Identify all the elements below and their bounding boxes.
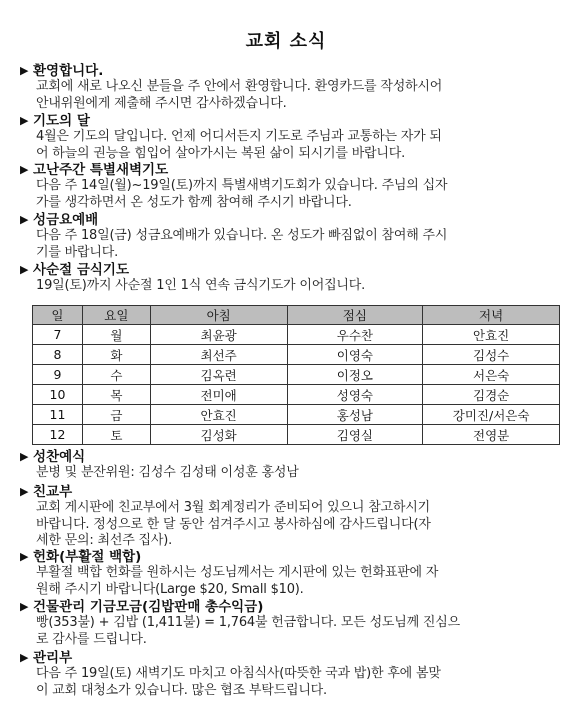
section-lent-fasting: [20, 262, 560, 295]
triangle-bullet-icon: ▶: [20, 550, 29, 563]
table-cell: 월: [82, 325, 150, 345]
table-row: [33, 385, 560, 405]
table-cell: 전영분: [423, 425, 560, 445]
section-text: 원해 주시기 바랍니다(Large $20, Small $10).: [36, 581, 304, 597]
section-heading: 사순절 금식기도: [33, 262, 129, 278]
table-row: [33, 345, 560, 365]
section-text: 세한 문의: 최선주 집사).: [36, 533, 173, 548]
table-header-row: [33, 306, 560, 325]
section-text: 4월은 기도의 달입니다. 언제 어디서든지 기도로 주님과 교통하는 자가 되: [36, 129, 442, 144]
table-cell: 이영숙: [287, 345, 423, 365]
triangle-bullet-icon: ▶: [20, 600, 29, 613]
page-title: 교회 소식: [245, 31, 327, 52]
table-cell: 김성수: [423, 345, 560, 365]
section-text: 기를 바랍니다.: [36, 244, 119, 260]
table-cell: 9: [33, 365, 83, 385]
section-heading: 환영합니다.: [33, 63, 104, 79]
section-text: 교회 게시판에 친교부에서 3월 회계정리가 준비되어 있으니 참고하시기: [36, 500, 430, 515]
section-text: 바랍니다. 정성으로 한 달 동안 섬겨주시고 봉사하심에 감사드립니다(자: [36, 516, 431, 532]
triangle-bullet-icon: ▶: [20, 163, 29, 176]
section-text: 안내위원에게 제출해 주시면 감사하겠습니다.: [36, 95, 287, 111]
table-cell: 김성화: [150, 425, 287, 445]
section-heading: 성금요예배: [33, 212, 99, 228]
table-cell: 우수찬: [287, 325, 423, 345]
section-text: 19일(토)까지 사순절 1인 1식 연속 금식기도가 이어집니다.: [36, 278, 366, 293]
section-text: 다음 주 14일(월)~19일(토)까지 특별새벽기도회가 있습니다. 주님의 십자: [36, 178, 448, 193]
section-heading: 친교부: [33, 484, 73, 500]
triangle-bullet-icon: ▶: [20, 213, 29, 226]
triangle-bullet-icon: ▶: [20, 64, 29, 77]
section-heading: 관리부: [33, 650, 73, 666]
table-cell: 12: [33, 425, 83, 445]
column-header-dinner: 저녁: [423, 306, 560, 325]
column-header-lunch: 점심: [287, 306, 423, 325]
section-text: 어 하늘의 권능을 힘입어 살아가시는 복된 삶이 되시기를 바랍니다.: [36, 145, 406, 161]
section-facilities: [20, 650, 560, 699]
section-heading: 성찬예식: [33, 449, 86, 465]
triangle-bullet-icon: ▶: [20, 651, 29, 664]
section-communion: [20, 449, 560, 482]
triangle-bullet-icon: ▶: [20, 114, 29, 127]
section-text: 빵(353불) + 김밥 (1,411불) = 1,764불 헌금합니다. 모든 성도님께 진심으: [36, 615, 461, 630]
section-text: 분병 및 분잔위원: 김성수 김성태 이성훈 홍성남: [36, 465, 299, 480]
triangle-bullet-icon: ▶: [20, 485, 29, 498]
section-heading: 건물관리 기금모금(김밥판매 총수익금): [33, 599, 264, 615]
section-text: 다음 주 18일(금) 성금요예배가 있습니다. 온 성도가 빠짐없이 참여해 주시: [36, 228, 448, 243]
table-cell: 목: [82, 385, 150, 405]
table-cell: 서은숙: [423, 365, 560, 385]
section-building-fund: [20, 599, 560, 648]
column-header-weekday: 요일: [82, 306, 150, 325]
column-header-day: 일: [33, 306, 83, 325]
table-cell: 강미진/서은숙: [423, 405, 560, 425]
table-cell: 수: [82, 365, 150, 385]
table-cell: 김영실: [287, 425, 423, 445]
section-fellowship: [20, 484, 560, 550]
table-cell: 이정오: [287, 365, 423, 385]
table-cell: 안효진: [150, 405, 287, 425]
table-cell: 10: [33, 385, 83, 405]
section-flower-offering: [20, 549, 560, 598]
section-text: 부활절 백합 헌화를 원하시는 성도님께서는 게시판에 있는 헌화표판에 자: [36, 565, 439, 580]
section-holy-week-prayer: [20, 162, 560, 211]
section-good-friday: [20, 212, 560, 261]
triangle-bullet-icon: ▶: [20, 450, 29, 463]
table-cell: 최선주: [150, 345, 287, 365]
table-cell: 김경순: [423, 385, 560, 405]
table-cell: 홍성남: [287, 405, 423, 425]
section-welcome: [20, 63, 560, 112]
section-heading: 기도의 달: [33, 113, 90, 129]
table-row: [33, 425, 560, 445]
section-text: 가를 생각하면서 온 성도가 함께 참여해 주시기 바랍니다.: [36, 194, 352, 210]
table-cell: 금: [82, 405, 150, 425]
table-cell: 안효진: [423, 325, 560, 345]
table-cell: 성영숙: [287, 385, 423, 405]
fasting-schedule-table: [32, 305, 560, 445]
section-prayer-month: [20, 113, 560, 162]
section-text: 로 감사를 드립니다.: [36, 631, 147, 647]
table-cell: 토: [82, 425, 150, 445]
table-cell: 최윤광: [150, 325, 287, 345]
section-text: 이 교회 대청소가 있습니다. 많은 협조 부탁드립니다.: [36, 682, 327, 698]
column-header-breakfast: 아침: [150, 306, 287, 325]
table-row: [33, 365, 560, 385]
section-text: 다음 주 19일(토) 새벽기도 마치고 아침식사(따뜻한 국과 밥)한 후에 봄맞: [36, 666, 441, 681]
section-heading: 헌화(부활절 백합): [33, 549, 142, 565]
table-cell: 김옥련: [150, 365, 287, 385]
section-text: 교회에 새로 나오신 분들을 주 안에서 환영합니다. 환영카드를 작성하시어: [36, 79, 443, 94]
table-cell: 11: [33, 405, 83, 425]
table-cell: 7: [33, 325, 83, 345]
table-row: [33, 405, 560, 425]
table-cell: 8: [33, 345, 83, 365]
section-heading: 고난주간 특별새벽기도: [33, 162, 169, 178]
table-row: [33, 325, 560, 345]
table-cell: 전미애: [150, 385, 287, 405]
table-cell: 화: [82, 345, 150, 365]
triangle-bullet-icon: ▶: [20, 263, 29, 276]
